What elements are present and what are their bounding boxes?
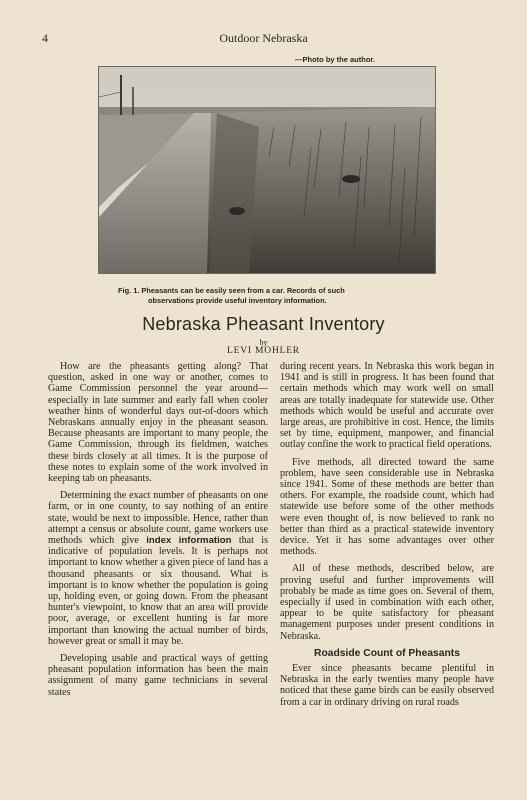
figure-photo — [98, 66, 436, 274]
photo-credit: —Photo by the author. — [295, 55, 375, 64]
paragraph-text: Determining the exact number of pheasants on one farm, or in one county, to say nothing of an entire state, would be next to impossible. Hence, rather than attempt a census or absolute count, game workers use methods which give — [48, 490, 268, 547]
article-title: Nebraska Pheasant Inventory — [142, 314, 385, 334]
emphasis-text: index information — [146, 535, 232, 547]
right-column — [280, 361, 494, 714]
caption-line-1: Fig. 1. Pheasants can be easily seen from a car. Records of such — [118, 286, 345, 295]
section-heading: Roadside Count of Pheasants — [314, 647, 460, 659]
paragraph: How are the pheasants getting along? That question, asked in one way or another, comes to Game Commission personnel the year around—especially in late summer and early fall when cooler weather hints of wonderful days out-of-doors which Nebraskans annually enjoy in the pheasant season. Because pheasants are important to many people, the Game Commission, through its fieldmen, watches these birds closely at all times. It is the purpose of these notes to explain some of the work involved in keeping tab on pheasants. — [48, 361, 268, 485]
paragraph: Ever since pheasants became plentiful in Nebraska in the early twenties many people have noticed that these game birds can be easily observed from a car in ordinary driving on rural roads — [280, 663, 494, 708]
byline-prefix: by — [259, 338, 268, 347]
paragraph — [48, 490, 268, 647]
paragraph: All of these methods, described below, are proving useful and further improvements will probably be made as time goes on. Several of them, especially if used in combination with each other, appear to be quite satisfactory for pheasant management purposes under present conditions in Nebraska. — [280, 563, 494, 642]
left-column — [48, 361, 268, 704]
running-title: Outdoor Nebraska — [219, 31, 308, 45]
paragraph: Developing usable and practical ways of getting pheasant population information has been the main assignment of many game technicians in several states — [48, 653, 268, 698]
paragraph: during recent years. In Nebraska this work began in 1941 and is still in progress. It has been found that certain methods which may work well on small areas are totally inadequate for statewide use. Other methods which would be useful and accurate over large areas, are prohibitive in cost. Hence, the limits set by time, equipment, manpower, and financial outlay confine the work to practical field operations. — [280, 361, 494, 451]
figure-caption — [118, 286, 438, 305]
paragraph: Five methods, all directed toward the same problem, have seen considerable use in Nebraska since 1941. Some of these methods are better than others. For example, the roadside count, which had statewide use before some of the other methods were even thought of, is now believed to rank no better than third as a practical statewide inventory device. Yet it has some advantages over other methods. — [280, 456, 494, 558]
page-number: 4 — [42, 31, 48, 45]
pheasant-road-photo — [99, 67, 435, 273]
author-name: LEVI MOHLER — [227, 346, 300, 356]
paragraph-text: that is indicative of population levels. It is perhaps not important to know whether a given piece of land has a thousand pheasants or six thousand. What is important is to know whether the population is going up, holding even, or going down. From the pheasant hunter's viewpoint, to know that an area will provide poor, average, or excellent hunting is far more important than knowing the actual number of birds, however great or small it may be. — [48, 535, 269, 647]
caption-line-2: observations provide useful inventory information. — [148, 295, 327, 305]
